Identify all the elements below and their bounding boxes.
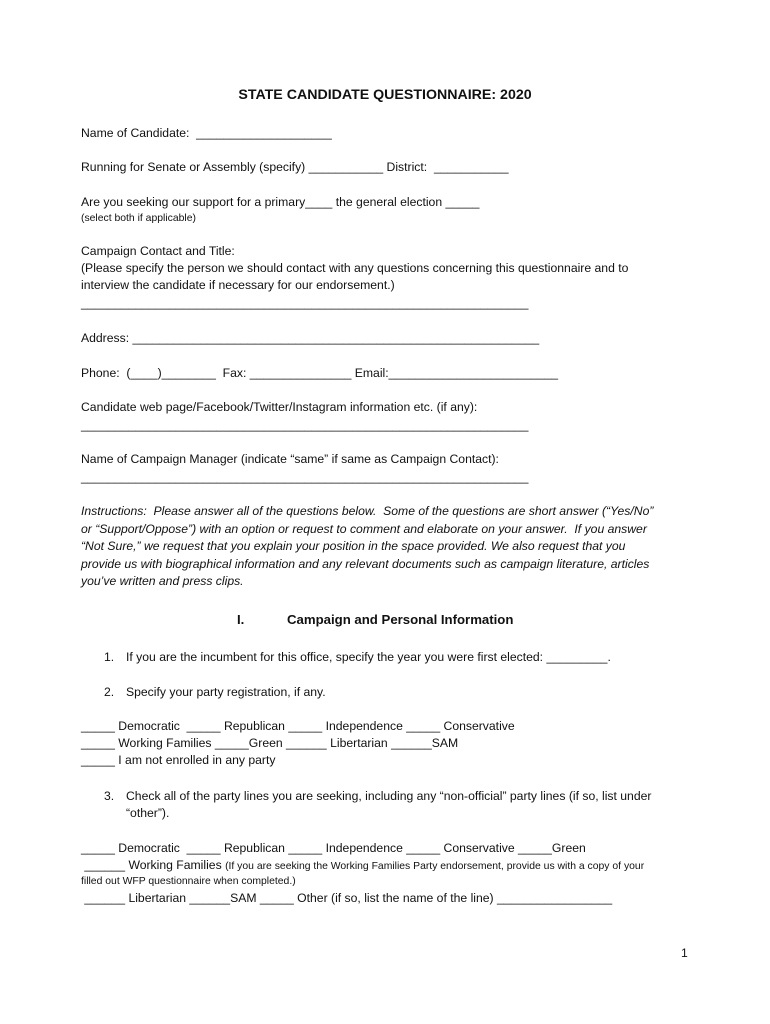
question-number: 2.: [104, 685, 115, 699]
party-registration-options: _____ I am not enrolled in any party: [81, 753, 276, 767]
instructions-line: you’ve written and press clips.: [81, 574, 244, 588]
running-for-field: Running for Senate or Assembly (specify) ___________ District: ___________: [81, 160, 509, 174]
campaign-manager-blank-line: __________________________________________________________________: [81, 470, 529, 484]
working-families-option: ______ Working Families: [81, 858, 226, 872]
support-type-field: Are you seeking our support for a primary____ the general election _____: [81, 195, 480, 209]
support-note: (select both if applicable): [81, 213, 196, 224]
party-registration-options: _____ Democratic _____ Republican _____ Independence _____ Conservative: [81, 719, 515, 733]
question-text: “other”).: [126, 806, 170, 820]
phone-fax-email-field: Phone: (____)________ Fax: _______________ Email:_________________________: [81, 366, 559, 380]
section-title: Campaign and Personal Information: [287, 612, 514, 627]
address-field: Address: ____________________________________________________________: [81, 331, 540, 345]
wfp-note: (If you are seeking the Working Families Party endorsement, provide us with a copy of your: [225, 861, 645, 872]
web-info-label: Candidate web page/Facebook/Twitter/Instagram information etc. (if any):: [81, 400, 478, 414]
campaign-manager-label: Name of Campaign Manager (indicate “same” if same as Campaign Contact):: [81, 452, 499, 466]
party-lines-options: [81, 857, 644, 875]
party-lines-options: ______ Libertarian ______SAM _____ Other (if so, list the name of the line) _________________: [81, 891, 613, 905]
instructions-line: or “Support/Oppose”) with an option or request to comment and elaborate on your answer. If you answer: [81, 522, 647, 536]
question-text: Specify your party registration, if any.: [126, 685, 326, 699]
question-text: Check all of the party lines you are seeking, including any “non-official” party lines (if so, list under: [126, 789, 652, 803]
section-number: I.: [237, 612, 245, 627]
question-text: If you are the incumbent for this office, specify the year you were first elected: _________.: [126, 650, 611, 664]
instructions-line: “Not Sure,” we request that you explain your position in the space provided. We also request that you: [81, 539, 626, 553]
candidate-name-field: Name of Candidate: ____________________: [81, 126, 332, 140]
question-number: 3.: [104, 789, 115, 803]
page-number: 1: [681, 946, 688, 960]
instructions-line: Instructions: Please answer all of the questions below. Some of the questions are short answer (“Yes/No”: [81, 504, 654, 518]
party-lines-options: _____ Democratic _____ Republican _____ Independence _____ Conservative _____Green: [81, 841, 586, 855]
party-registration-options: _____ Working Families _____Green ______ Libertarian ______SAM: [81, 736, 459, 750]
campaign-contact-note-line-1: (Please specify the person we should contact with any questions concerning this questionnaire and to: [81, 261, 629, 275]
page-title: STATE CANDIDATE QUESTIONNAIRE: 2020: [238, 87, 532, 103]
question-number: 1.: [104, 650, 115, 664]
instructions-line: provide us with biographical information and any relevant documents such as campaign literature, articles: [81, 557, 650, 571]
wfp-note-continued: filled out WFP questionnaire when completed.): [81, 876, 296, 887]
campaign-contact-label: Campaign Contact and Title:: [81, 244, 235, 258]
web-info-blank-line: __________________________________________________________________: [81, 418, 529, 432]
campaign-contact-note-line-2: interview the candidate if necessary for our endorsement.): [81, 278, 395, 292]
campaign-contact-blank-line: __________________________________________________________________: [81, 296, 529, 310]
